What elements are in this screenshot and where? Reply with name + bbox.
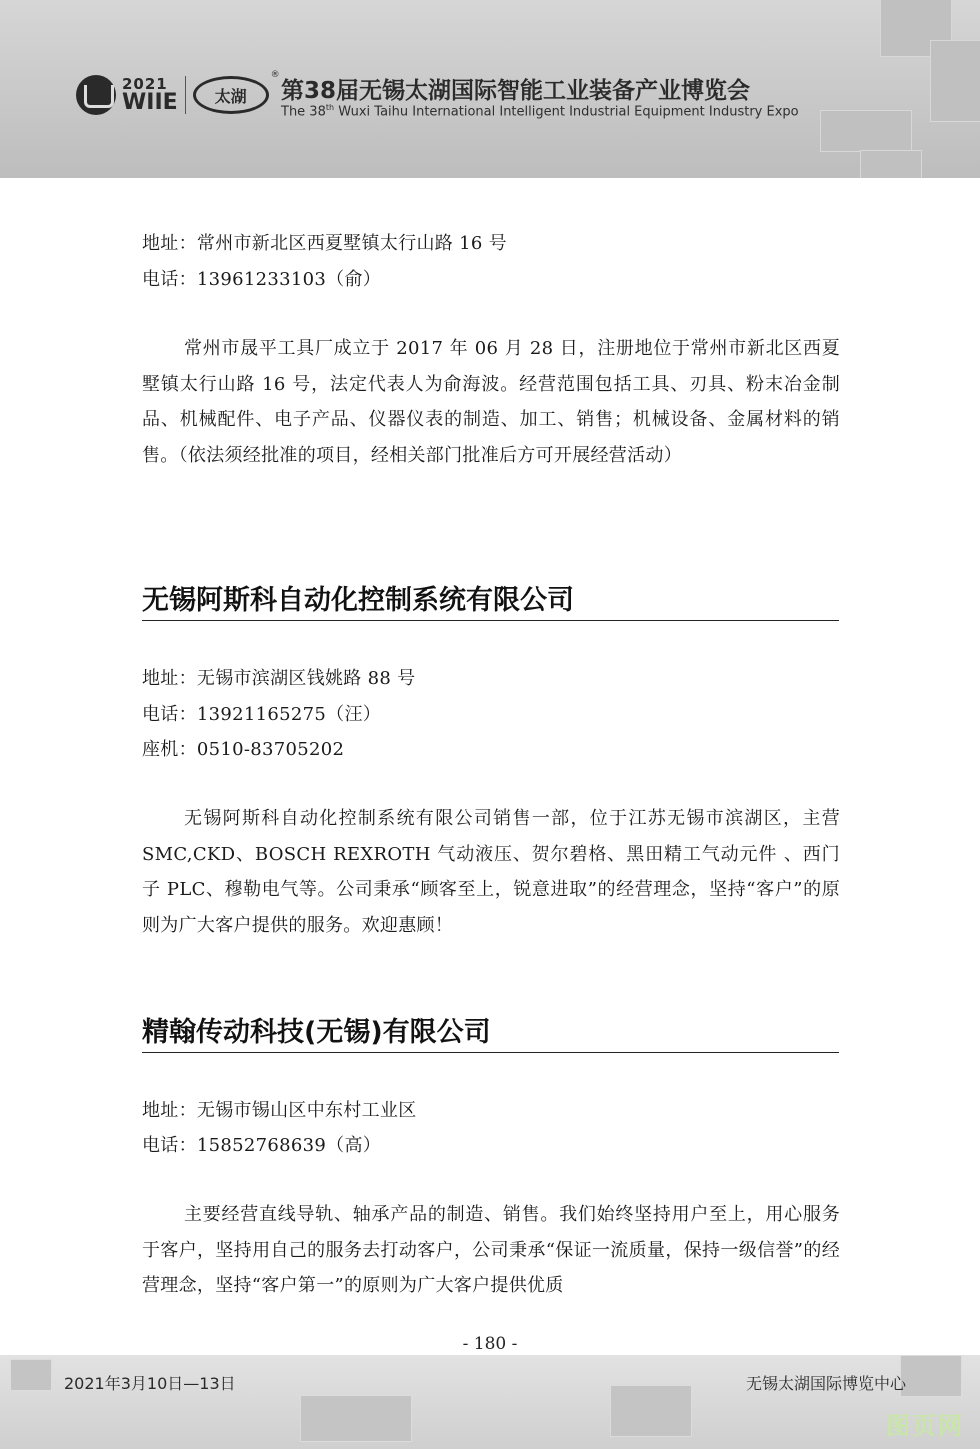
- footer-date: 2021年3月10日—13日: [64, 1374, 236, 1393]
- taihu-logo: [193, 76, 269, 114]
- header-decoration: [860, 150, 922, 178]
- expo-title-en-sup: th: [325, 103, 335, 112]
- page-footer: [0, 1355, 980, 1449]
- header-decoration: [820, 110, 912, 152]
- footer-decoration: [610, 1385, 692, 1437]
- entry1-phone: 电话：13961233103（俞）: [142, 269, 382, 290]
- entry1-description: 常州市晟平工具厂成立于 2017 年 06 月 28 日，注册地位于常州市新北区西夏墅镇太行山路 16 号，法定代表人为俞海波。经营范围包括工具、刃具、粉末冶金制品、机械配件、电子产品、仪器仪表的制造、加工、销售；机械设备、金属材料的销售。（依法须经批准的项目，经相关部门批准后方可开展经营活动）: [142, 338, 840, 466]
- entry2-title-rule: [142, 620, 839, 621]
- expo-title-cn: 第38届无锡太湖国际智能工业装备产业博览会: [281, 78, 751, 104]
- entry2-address: 地址：无锡市滨湖区钱姚路 88 号: [142, 668, 416, 689]
- footer-venue: 无锡太湖国际博览中心: [745, 1374, 906, 1393]
- footer-decoration: [900, 1355, 962, 1397]
- expo-logo: [76, 70, 280, 120]
- entry2-phone: 电话：13921165275（汪）: [142, 704, 382, 725]
- entry3-phone: 电话：15852768639（高）: [142, 1135, 382, 1156]
- entry3-title-rule: [142, 1052, 839, 1053]
- site-watermark: 图页网: [886, 1412, 964, 1440]
- entry2-landline: 座机：0510-83705202: [142, 739, 345, 760]
- expo-title-en: [281, 103, 799, 119]
- entry3-company-title: 精翰传动科技(无锡)有限公司: [142, 1017, 491, 1048]
- logo-word: WIIE: [122, 89, 178, 115]
- logo-year: 2021: [122, 74, 168, 93]
- logo-divider: [185, 76, 186, 114]
- expo-title-en-pre: The 38: [281, 104, 326, 120]
- entry2-description: 无锡阿斯科自动化控制系统有限公司销售一部，位于江苏无锡市滨湖区，主营 SMC,CKD、BOSCH REXROTH 气动液压、贺尔碧格、黑田精工气动元件 、西门子 PLC、穆勒电气等。公司秉承“顾客至上，锐意进取”的经营理念，坚持“客户”的原则为广大客户提供的服务。欢迎惠顾！: [142, 808, 840, 936]
- entry2-company-title: 无锡阿斯科自动化控制系统有限公司: [142, 585, 574, 616]
- header-decoration: [930, 40, 980, 122]
- entry3-description: 主要经营直线导轨、轴承产品的制造、销售。我们始终坚持用户至上，用心服务于客户，坚持用自己的服务去打动客户，公司秉承“保证一流质量，保持一级信誉”的经营理念，坚持“客户第一”的原则为广大客户提供优质: [142, 1204, 840, 1296]
- page-header: [0, 0, 980, 178]
- wiie-logo-icon: [76, 75, 116, 115]
- footer-decoration: [10, 1359, 52, 1391]
- entry1-address: 地址：常州市新北区西夏墅镇太行山路 16 号: [142, 233, 507, 254]
- wiie-logo-text: [122, 74, 178, 115]
- taihu-logo-text: 太湖: [214, 86, 247, 106]
- registered-mark: ®: [270, 70, 280, 80]
- expo-title-en-post: Wuxi Taihu International Intelligent Industrial Equipment Industry Expo: [334, 104, 799, 120]
- footer-decoration: [300, 1395, 412, 1442]
- entry3-address: 地址：无锡市锡山区中东村工业区: [142, 1100, 417, 1121]
- page-number: - 180 -: [462, 1334, 518, 1354]
